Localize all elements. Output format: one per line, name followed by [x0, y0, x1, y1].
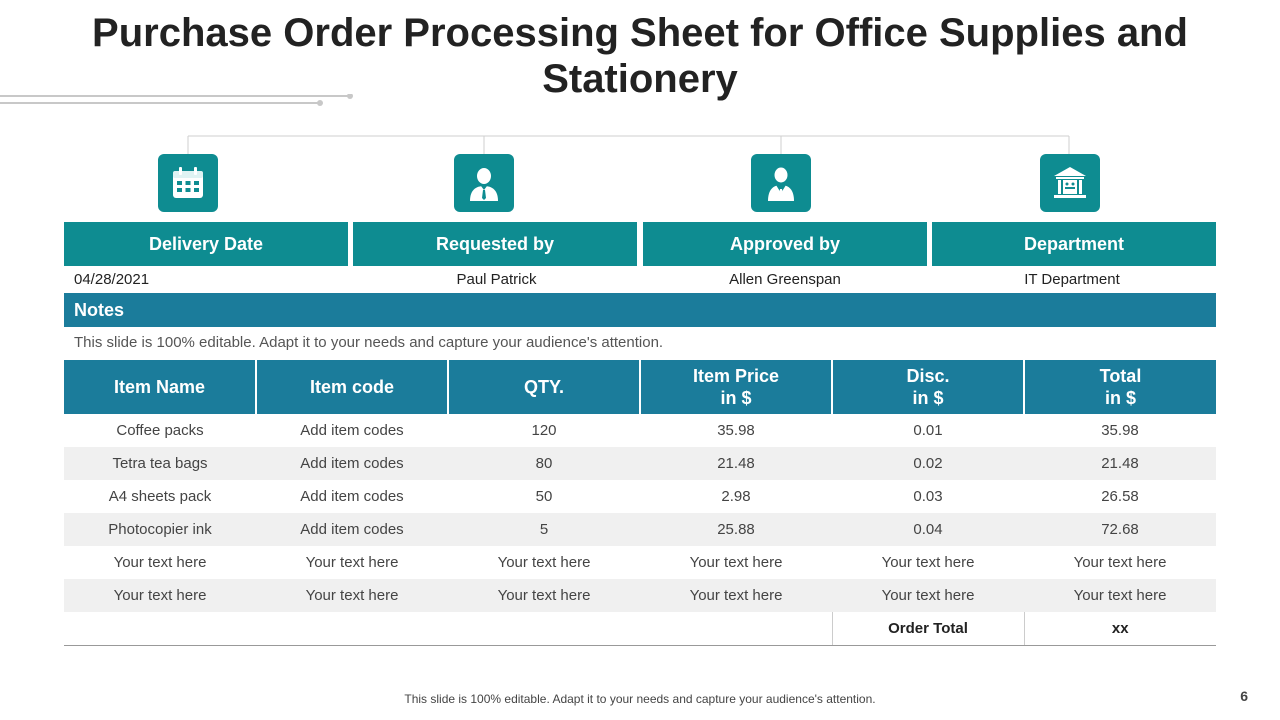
- cell-item-code: Your text here: [256, 579, 448, 612]
- cell-item-code: Add item codes: [300, 488, 404, 505]
- businessman-icon: [751, 154, 811, 212]
- cell-qty: 80: [448, 447, 640, 480]
- empty-cell: [64, 612, 256, 645]
- cell-qty: Your text here: [497, 554, 591, 571]
- column-header: Item Name: [64, 360, 256, 414]
- cell-item-name: Coffee packs: [116, 422, 204, 439]
- requested-by-value: Paul Patrick: [456, 270, 537, 288]
- table-row: [64, 546, 1216, 579]
- empty-cell: [640, 612, 832, 645]
- page-title: Purchase Order Processing Sheet for Office Supplies and Stationery: [92, 11, 1188, 101]
- bank-building-icon: [1040, 154, 1100, 212]
- cell-discount: 0.01: [913, 422, 943, 439]
- column-header: QTY.: [448, 360, 640, 414]
- table-header-row: [64, 360, 1216, 414]
- delivery-date-header: Delivery Date: [64, 222, 348, 266]
- cell-total: 26.58: [1101, 488, 1139, 505]
- cell-item-name: Your text here: [113, 554, 207, 571]
- delivery-date-value: 04/28/2021: [74, 270, 150, 288]
- cell-item-name: Photocopier ink: [64, 513, 256, 546]
- cell-item-price: 25.88: [640, 513, 832, 546]
- table-row: [64, 480, 1216, 513]
- calendar-icon: [158, 154, 218, 212]
- department-value: IT Department: [1024, 270, 1120, 288]
- cell-item-name: Tetra tea bags: [64, 447, 256, 480]
- column-header: Disc. in $: [832, 360, 1024, 414]
- notes-header: Notes: [64, 293, 1216, 327]
- order-total-label: Order Total: [832, 612, 1024, 645]
- cell-total: Your text here: [1073, 554, 1167, 571]
- department-header: Department: [932, 222, 1216, 266]
- items-table: [64, 360, 1216, 646]
- cell-qty: 120: [531, 422, 557, 439]
- approved-by-header: Approved by: [643, 222, 927, 266]
- cell-item-code: Add item codes: [256, 447, 448, 480]
- cell-item-price: Your text here: [689, 554, 783, 571]
- cell-item-price: Your text here: [640, 579, 832, 612]
- cell-qty: Your text here: [448, 579, 640, 612]
- cell-discount: 0.03: [913, 488, 943, 505]
- cell-item-price: 35.98: [717, 422, 755, 439]
- column-header: Item code: [256, 360, 448, 414]
- cell-total: 35.98: [1101, 422, 1139, 439]
- cell-total: Your text here: [1024, 579, 1216, 612]
- table-row: [64, 579, 1216, 612]
- table-row: [64, 414, 1216, 447]
- cell-item-price: 21.48: [640, 447, 832, 480]
- cell-qty: 5: [448, 513, 640, 546]
- person-icon: [454, 154, 514, 212]
- cell-item-name: A4 sheets pack: [108, 488, 212, 505]
- cell-item-code: Add item codes: [300, 422, 404, 439]
- cell-discount: 0.02: [832, 447, 1024, 480]
- requested-by-header: Requested by: [353, 222, 637, 266]
- cell-item-price: 2.98: [721, 488, 751, 505]
- cell-total: 21.48: [1024, 447, 1216, 480]
- decorative-lines: [0, 94, 360, 108]
- cell-qty: 50: [535, 488, 553, 505]
- cell-discount: Your text here: [881, 554, 975, 571]
- cell-total: 72.68: [1024, 513, 1216, 546]
- column-header: Total in $: [1024, 360, 1216, 414]
- order-total-value: xx: [1024, 612, 1216, 645]
- empty-cell: [448, 612, 640, 645]
- table-row: [64, 447, 1216, 480]
- column-header: Item Price in $: [640, 360, 832, 414]
- approved-by-value: Allen Greenspan: [729, 270, 841, 288]
- table-row: [64, 513, 1216, 546]
- notes-text: This slide is 100% editable. Adapt it to your needs and capture your audience's attention.: [74, 334, 664, 351]
- empty-cell: [256, 612, 448, 645]
- cell-item-code: Your text here: [305, 554, 399, 571]
- cell-item-code: Add item codes: [256, 513, 448, 546]
- cell-discount: Your text here: [832, 579, 1024, 612]
- page-number: 6: [1240, 688, 1248, 704]
- cell-item-name: Your text here: [64, 579, 256, 612]
- order-total-row: [64, 612, 1216, 645]
- cell-discount: 0.04: [832, 513, 1024, 546]
- footer-note: This slide is 100% editable. Adapt it to your needs and capture your audience's attention.: [404, 692, 876, 706]
